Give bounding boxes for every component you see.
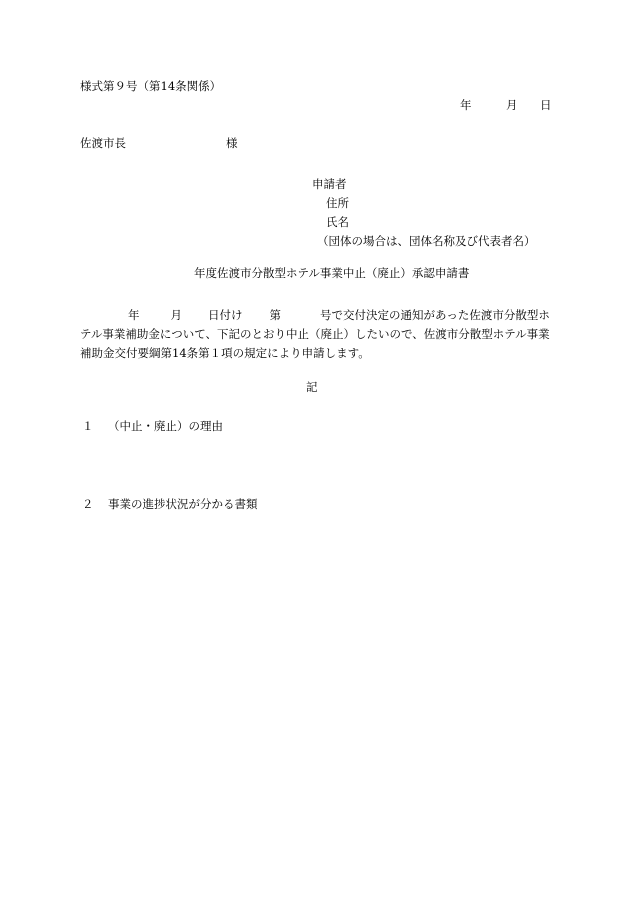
- addressee-name: 佐渡市長: [80, 136, 126, 150]
- applicant-note: （団体の場合は、団体名称及び代表者名）: [317, 234, 536, 248]
- addressee-honorific: 様: [226, 136, 238, 150]
- body-dai: 第: [269, 308, 281, 322]
- date-month-label: 月: [506, 98, 518, 112]
- ki-heading: 記: [306, 380, 318, 394]
- body-text: 号で交付決定の通知があった佐渡市分散型ホテル事業補助金について、下記のとおり中止（廃止）したいので、佐渡市分散型ホテル事業補助金交付要綱第14条第１項の規定により申請します。: [80, 308, 550, 360]
- item-number: １: [82, 419, 94, 433]
- date-line: [460, 99, 552, 113]
- applicant-block: [312, 175, 536, 251]
- item-text: （中止・廃止）の理由: [108, 419, 223, 433]
- body-paragraph: [80, 306, 550, 363]
- date-day-label: 日: [540, 98, 552, 112]
- date-year-label: 年: [460, 98, 472, 112]
- applicant-label: 申請者: [312, 177, 347, 191]
- body-year: 年: [128, 308, 140, 322]
- list-item: [82, 498, 258, 512]
- addressee: [80, 137, 238, 151]
- body-dated: 日付け: [208, 308, 243, 322]
- applicant-name-label: 氏名: [326, 215, 349, 229]
- form-number: 様式第９号（第14条関係）: [80, 79, 222, 93]
- list-item: [82, 420, 223, 434]
- body-month: 月: [170, 308, 182, 322]
- item-number: ２: [82, 497, 94, 511]
- item-text: 事業の進捗状況が分かる書類: [108, 497, 258, 511]
- document-title: 年度佐渡市分散型ホテル事業中止（廃止）承認申請書: [194, 266, 470, 280]
- applicant-address-label: 住所: [326, 196, 349, 210]
